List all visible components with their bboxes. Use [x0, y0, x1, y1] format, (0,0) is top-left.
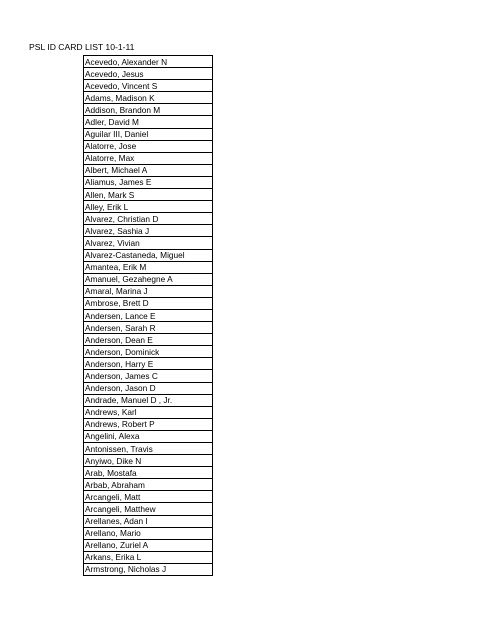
- name-cell: Aliamus, James E: [84, 176, 213, 188]
- table-row: [84, 285, 213, 297]
- table-row: [84, 152, 213, 164]
- table-row: [84, 358, 213, 370]
- name-cell: Amantea, Erik M: [84, 261, 213, 273]
- table-row: [84, 128, 213, 140]
- table-row: [84, 104, 213, 116]
- table-row: [84, 80, 213, 92]
- table-row: [84, 92, 213, 104]
- table-row: [84, 551, 213, 563]
- name-cell: Alatorre, Jose: [84, 140, 213, 152]
- name-cell: Arbab, Abraham: [84, 479, 213, 491]
- name-cell: Addison, Brandon M: [84, 104, 213, 116]
- name-cell: Alvarez, Vivian: [84, 237, 213, 249]
- table-row: [84, 430, 213, 442]
- name-cell: Arab, Mostafa: [84, 467, 213, 479]
- name-cell: Andrews, Karl: [84, 406, 213, 418]
- name-cell: Arcangeli, Matt: [84, 491, 213, 503]
- name-cell: Armstrong, Nicholas J: [84, 563, 213, 575]
- name-cell: Adler, David M: [84, 116, 213, 128]
- name-cell: Acevedo, Jesus: [84, 68, 213, 80]
- name-cell: Albert, Michael A: [84, 164, 213, 176]
- name-cell: Arellanes, Adan I: [84, 515, 213, 527]
- table-row: [84, 261, 213, 273]
- table-row: [84, 443, 213, 455]
- name-cell: Andrade, Manuel D , Jr.: [84, 394, 213, 406]
- name-cell: Ambrose, Brett D: [84, 297, 213, 309]
- table-row: [84, 68, 213, 80]
- table-row: [84, 563, 213, 575]
- page-title: PSL ID CARD LIST 10-1-11: [29, 42, 135, 52]
- name-cell: Anderson, James C: [84, 370, 213, 382]
- name-cell: Angelini, Alexa: [84, 430, 213, 442]
- table-row: [84, 273, 213, 285]
- name-cell: Anderson, Harry E: [84, 358, 213, 370]
- name-list-table: [83, 55, 213, 576]
- name-cell: Acevedo, Alexander N: [85, 56, 168, 67]
- name-cell: Anderson, Jason D: [84, 382, 213, 394]
- table-row: [84, 394, 213, 406]
- table-row: [84, 503, 213, 515]
- name-cell: Alley, Erik L: [84, 201, 213, 213]
- table-row: [84, 406, 213, 418]
- table-row: [84, 249, 213, 261]
- name-cell: Alatorre, Max: [84, 152, 213, 164]
- table-row: [84, 201, 213, 213]
- table-row: [84, 322, 213, 334]
- name-cell: Alvarez, Christian D: [84, 213, 213, 225]
- table-row: [84, 225, 213, 237]
- name-cell: Arcangeli, Matthew: [84, 503, 213, 515]
- table-row: [84, 213, 213, 225]
- table-row: [84, 237, 213, 249]
- name-cell: Aguilar III, Daniel: [84, 128, 213, 140]
- table-row: [84, 164, 213, 176]
- table-row: [84, 346, 213, 358]
- name-cell: Anderson, Dean E: [84, 334, 213, 346]
- table-row: [84, 382, 213, 394]
- name-list-body: [84, 56, 213, 576]
- name-cell: Arellano, Zuriel A: [84, 539, 213, 551]
- table-row: [84, 189, 213, 201]
- name-cell: Anderson, Dominick: [84, 346, 213, 358]
- name-cell: Amanuel, Gezahegne A: [84, 273, 213, 285]
- name-cell: Anyiwo, Dike N: [84, 455, 213, 467]
- table-row: [84, 467, 213, 479]
- table-row: [84, 527, 213, 539]
- name-cell: Acevedo, Vincent S: [84, 80, 213, 92]
- name-cell: Antonissen, Travis: [84, 443, 213, 455]
- table-row: [84, 309, 213, 321]
- table-row: [84, 539, 213, 551]
- table-row: [84, 334, 213, 346]
- table-row: [84, 116, 213, 128]
- table-row: [84, 176, 213, 188]
- name-cell: Amaral, Marina J: [84, 285, 213, 297]
- table-row: [84, 140, 213, 152]
- table-row: [84, 418, 213, 430]
- name-cell: Alvarez, Sashia J: [84, 225, 213, 237]
- name-cell: Arellano, Mario: [84, 527, 213, 539]
- name-cell: Alvarez-Castaneda, Miguel: [84, 249, 213, 261]
- name-cell: Andersen, Lance E: [84, 309, 213, 321]
- table-row: [84, 515, 213, 527]
- table-row: [84, 370, 213, 382]
- table-row: [84, 56, 213, 68]
- name-cell: Adams, Madison K: [84, 92, 213, 104]
- table-row: [84, 455, 213, 467]
- table-row: [84, 479, 213, 491]
- table-row: [84, 491, 213, 503]
- table-row: [84, 297, 213, 309]
- name-cell: Allen, Mark S: [84, 189, 213, 201]
- name-cell: Andersen, Sarah R: [84, 322, 213, 334]
- name-cell: Arkans, Erika L: [84, 551, 213, 563]
- name-cell: Andrews, Robert P: [84, 418, 213, 430]
